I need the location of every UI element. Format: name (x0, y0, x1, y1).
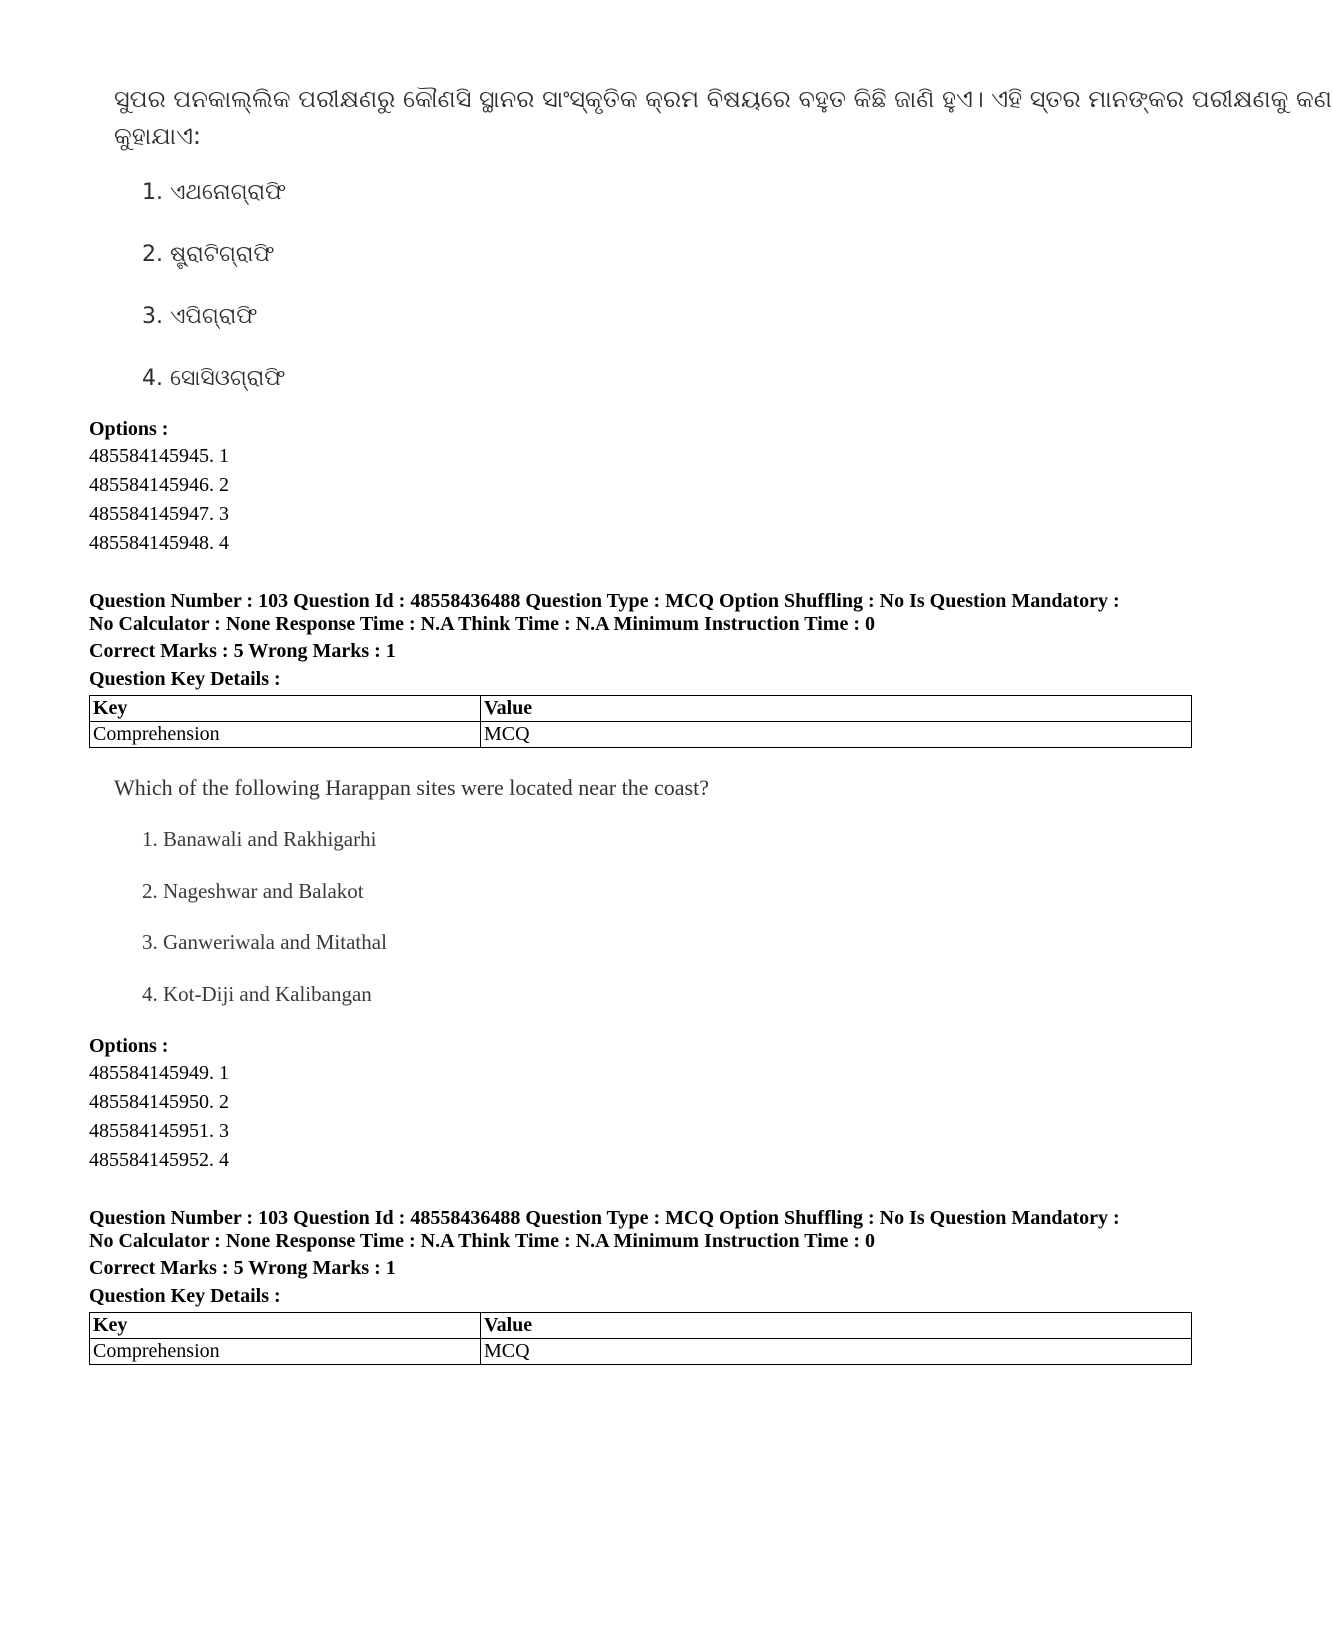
question-choice-1: 1. ଏଥନୋଗ୍ରାଫି (142, 180, 287, 205)
question-meta-line-2: No Calculator : None Response Time : N.A Think Time : N.A Minimum Instruction Time : 0 (89, 1230, 875, 1252)
question-meta-line-2: No Calculator : None Response Time : N.A Think Time : N.A Minimum Instruction Time : 0 (89, 613, 875, 635)
options-list (89, 1059, 229, 1175)
options-list (89, 442, 229, 558)
question-choice-4: 4. ସୋସିଓଗ୍ରାଫି (142, 366, 286, 391)
option-item: 485584145951. 3 (89, 1120, 229, 1142)
table-header-row (90, 696, 1192, 722)
table-cell-key: Comprehension (90, 1339, 481, 1365)
table-header-key: Key (90, 696, 481, 722)
table-header-value: Value (481, 1313, 1192, 1339)
option-item: 485584145945. 1 (89, 445, 229, 467)
question-choice-2: 2. ଷ୍ଟ୍ରାଟିଗ୍ରାଫି (142, 242, 275, 267)
question-choice-3: 3. Ganweriwala and Mitathal (142, 930, 387, 954)
option-item: 485584145950. 2 (89, 1091, 229, 1113)
question-stem: Which of the following Harappan sites were located near the coast? (114, 775, 709, 800)
option-item: 485584145948. 4 (89, 532, 229, 554)
option-item: 485584145949. 1 (89, 1062, 229, 1084)
marks-line: Correct Marks : 5 Wrong Marks : 1 (89, 640, 396, 662)
marks-line: Correct Marks : 5 Wrong Marks : 1 (89, 1257, 396, 1279)
option-item: 485584145946. 2 (89, 474, 229, 496)
table-cell-value: MCQ (481, 722, 1192, 748)
question-choice-1: 1. Banawali and Rakhigarhi (142, 827, 377, 851)
key-details-heading: Question Key Details : (89, 668, 281, 690)
table-cell-value: MCQ (481, 1339, 1192, 1365)
options-heading: Options : (89, 418, 169, 440)
question-stem-continued: କୁହାଯାଏ: (114, 122, 202, 150)
question-stem: ସୁପର ପନକାଲ୍ଲିକ ପରୀକ୍ଷଣରୁ କୌଣସି ସ୍ଥାନର ସାଂସ୍କୃତିକ କ୍ରମ ବିଷୟରେ ବହୁତ କିଛି ଜାଣି ହୁଏ। ଏହି ସ୍ତର ମାନଙ୍କର ପରୀକ୍ଷଣକୁ କଣ (114, 85, 1332, 113)
question-choice-3: 3. ଏପିଗ୍ରାଫି (142, 304, 258, 329)
table-header-row (90, 1313, 1192, 1339)
table-row (90, 1339, 1192, 1365)
key-details-table (89, 1312, 1192, 1365)
table-cell-key: Comprehension (90, 722, 481, 748)
question-choice-2: 2. Nageshwar and Balakot (142, 879, 364, 903)
question-choice-4: 4. Kot-Diji and Kalibangan (142, 982, 372, 1006)
table-header-value: Value (481, 696, 1192, 722)
question-meta (89, 590, 1120, 636)
question-meta (89, 1207, 1120, 1253)
question-meta-line-1: Question Number : 103 Question Id : 48558436488 Question Type : MCQ Option Shuffling : No Is Question Mandatory : (89, 590, 1120, 612)
option-item: 485584145947. 3 (89, 503, 229, 525)
key-details-heading: Question Key Details : (89, 1285, 281, 1307)
key-details-table (89, 695, 1192, 748)
option-item: 485584145952. 4 (89, 1149, 229, 1171)
question-meta-line-1: Question Number : 103 Question Id : 48558436488 Question Type : MCQ Option Shuffling : No Is Question Mandatory : (89, 1207, 1120, 1229)
options-heading: Options : (89, 1035, 169, 1057)
table-row (90, 722, 1192, 748)
table-header-key: Key (90, 1313, 481, 1339)
